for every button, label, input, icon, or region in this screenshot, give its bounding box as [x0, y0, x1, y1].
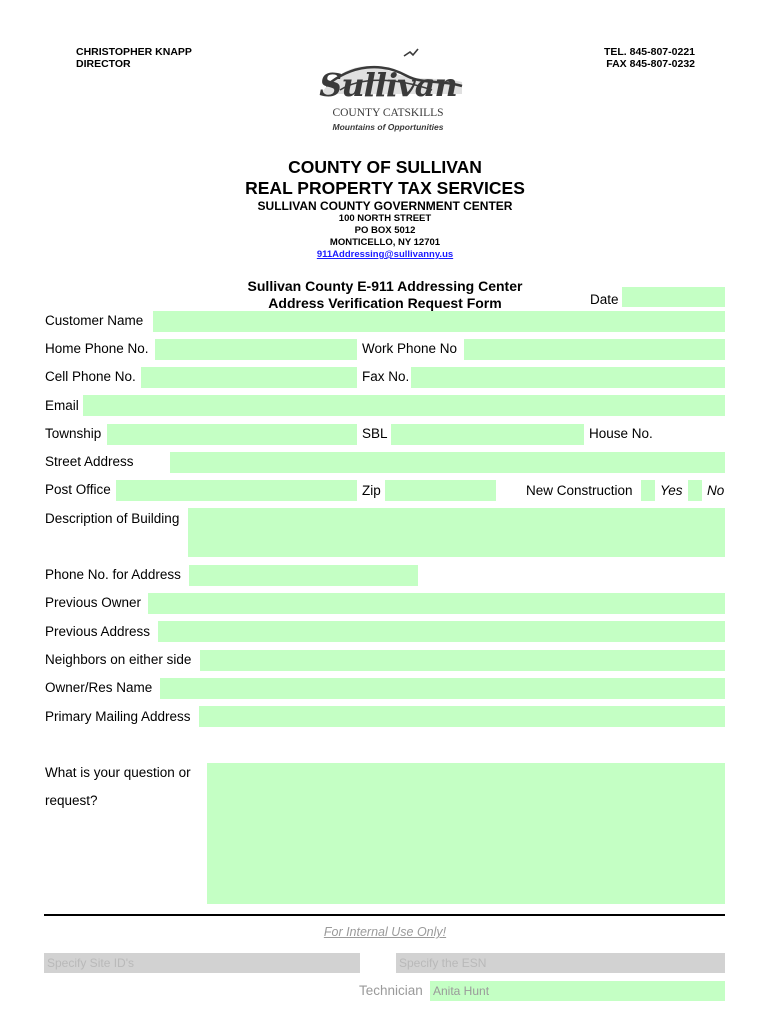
logo-script-text: Sullivan: [319, 66, 457, 104]
street-address-label: Street Address: [45, 454, 134, 469]
primary-mailing-field[interactable]: [199, 706, 725, 727]
internal-use-heading: For Internal Use Only!: [323, 925, 447, 939]
customer-name-label: Customer Name: [45, 313, 144, 328]
agency-department-title: REAL PROPERTY TAX SERVICES: [245, 178, 525, 198]
fax-field[interactable]: [411, 367, 725, 388]
cell-phone-field[interactable]: [141, 367, 357, 388]
customer-name-field[interactable]: [153, 311, 725, 332]
description-field[interactable]: [188, 508, 725, 557]
agency-center-name: SULLIVAN COUNTY GOVERNMENT CENTER: [257, 199, 513, 213]
internal-divider: [44, 914, 725, 916]
street-address-field[interactable]: [170, 452, 725, 473]
question-label-line2: request?: [45, 793, 98, 808]
site-ids-field[interactable]: [44, 953, 360, 973]
sbl-label: SBL: [362, 426, 388, 441]
previous-owner-field[interactable]: [148, 593, 725, 614]
phone-for-address-label: Phone No. for Address: [45, 567, 181, 582]
previous-address-label: Previous Address: [45, 624, 151, 639]
question-field[interactable]: [207, 763, 725, 904]
director-title: DIRECTOR: [76, 58, 131, 70]
agency-pobox: PO BOX 5012: [354, 225, 416, 236]
sullivan-county-logo: [312, 46, 464, 136]
date-label: Date: [590, 292, 619, 307]
form-title-line2: Address Verification Request Form: [268, 295, 502, 311]
owner-res-name-label: Owner/Res Name: [45, 680, 153, 695]
zip-field[interactable]: [385, 480, 496, 501]
owner-res-name-field[interactable]: [160, 678, 725, 699]
home-phone-label: Home Phone No.: [45, 341, 149, 356]
agency-email-link[interactable]: 911Addressing@sullivanny.us: [316, 249, 454, 260]
esn-field[interactable]: [396, 953, 725, 973]
house-no-label: House No.: [589, 426, 653, 441]
new-construction-yes-checkbox[interactable]: [641, 480, 655, 501]
technician-label: Technician: [359, 983, 423, 998]
cell-phone-label: Cell Phone No.: [45, 369, 136, 384]
new-construction-label: New Construction: [526, 483, 633, 498]
neighbors-field[interactable]: [200, 650, 725, 671]
neighbors-label: Neighbors on either side: [45, 652, 192, 667]
township-field[interactable]: [107, 424, 357, 445]
email-label: Email: [45, 398, 79, 413]
email-field[interactable]: [83, 395, 725, 416]
question-label-line1: What is your question or: [45, 765, 191, 780]
no-option-label: No: [707, 483, 725, 498]
zip-label: Zip: [362, 483, 381, 498]
form-title-line1: Sullivan County E-911 Addressing Center: [247, 278, 523, 294]
new-construction-no-checkbox[interactable]: [688, 480, 702, 501]
agency-county-title: COUNTY OF SULLIVAN: [288, 157, 482, 177]
description-label: Description of Building: [45, 511, 180, 526]
primary-mailing-label: Primary Mailing Address: [45, 709, 191, 724]
post-office-field[interactable]: [116, 480, 357, 501]
previous-address-field[interactable]: [158, 621, 725, 642]
post-office-label: Post Office: [45, 482, 111, 497]
logo-county-text: COUNTY CATSKILLS: [332, 107, 444, 119]
fax-label: Fax No.: [362, 369, 410, 384]
home-phone-field[interactable]: [155, 339, 357, 360]
work-phone-field[interactable]: [464, 339, 725, 360]
yes-option-label: Yes: [660, 483, 683, 498]
house-no-field[interactable]: [657, 424, 725, 445]
fax-number: FAX 845-807-0232: [606, 58, 695, 70]
work-phone-label: Work Phone No: [362, 341, 458, 356]
agency-city: MONTICELLO, NY 12701: [329, 237, 441, 248]
director-name: CHRISTOPHER KNAPP: [76, 46, 192, 58]
sbl-field[interactable]: [391, 424, 584, 445]
agency-street: 100 NORTH STREET: [338, 213, 432, 224]
phone-for-address-field[interactable]: [189, 565, 418, 586]
previous-owner-label: Previous Owner: [45, 595, 142, 610]
township-label: Township: [45, 426, 102, 441]
date-field[interactable]: [622, 287, 725, 307]
telephone-number: TEL. 845-807-0221: [603, 46, 695, 58]
technician-field[interactable]: [430, 981, 725, 1001]
logo-tagline: Mountains of Opportunities: [332, 122, 444, 132]
